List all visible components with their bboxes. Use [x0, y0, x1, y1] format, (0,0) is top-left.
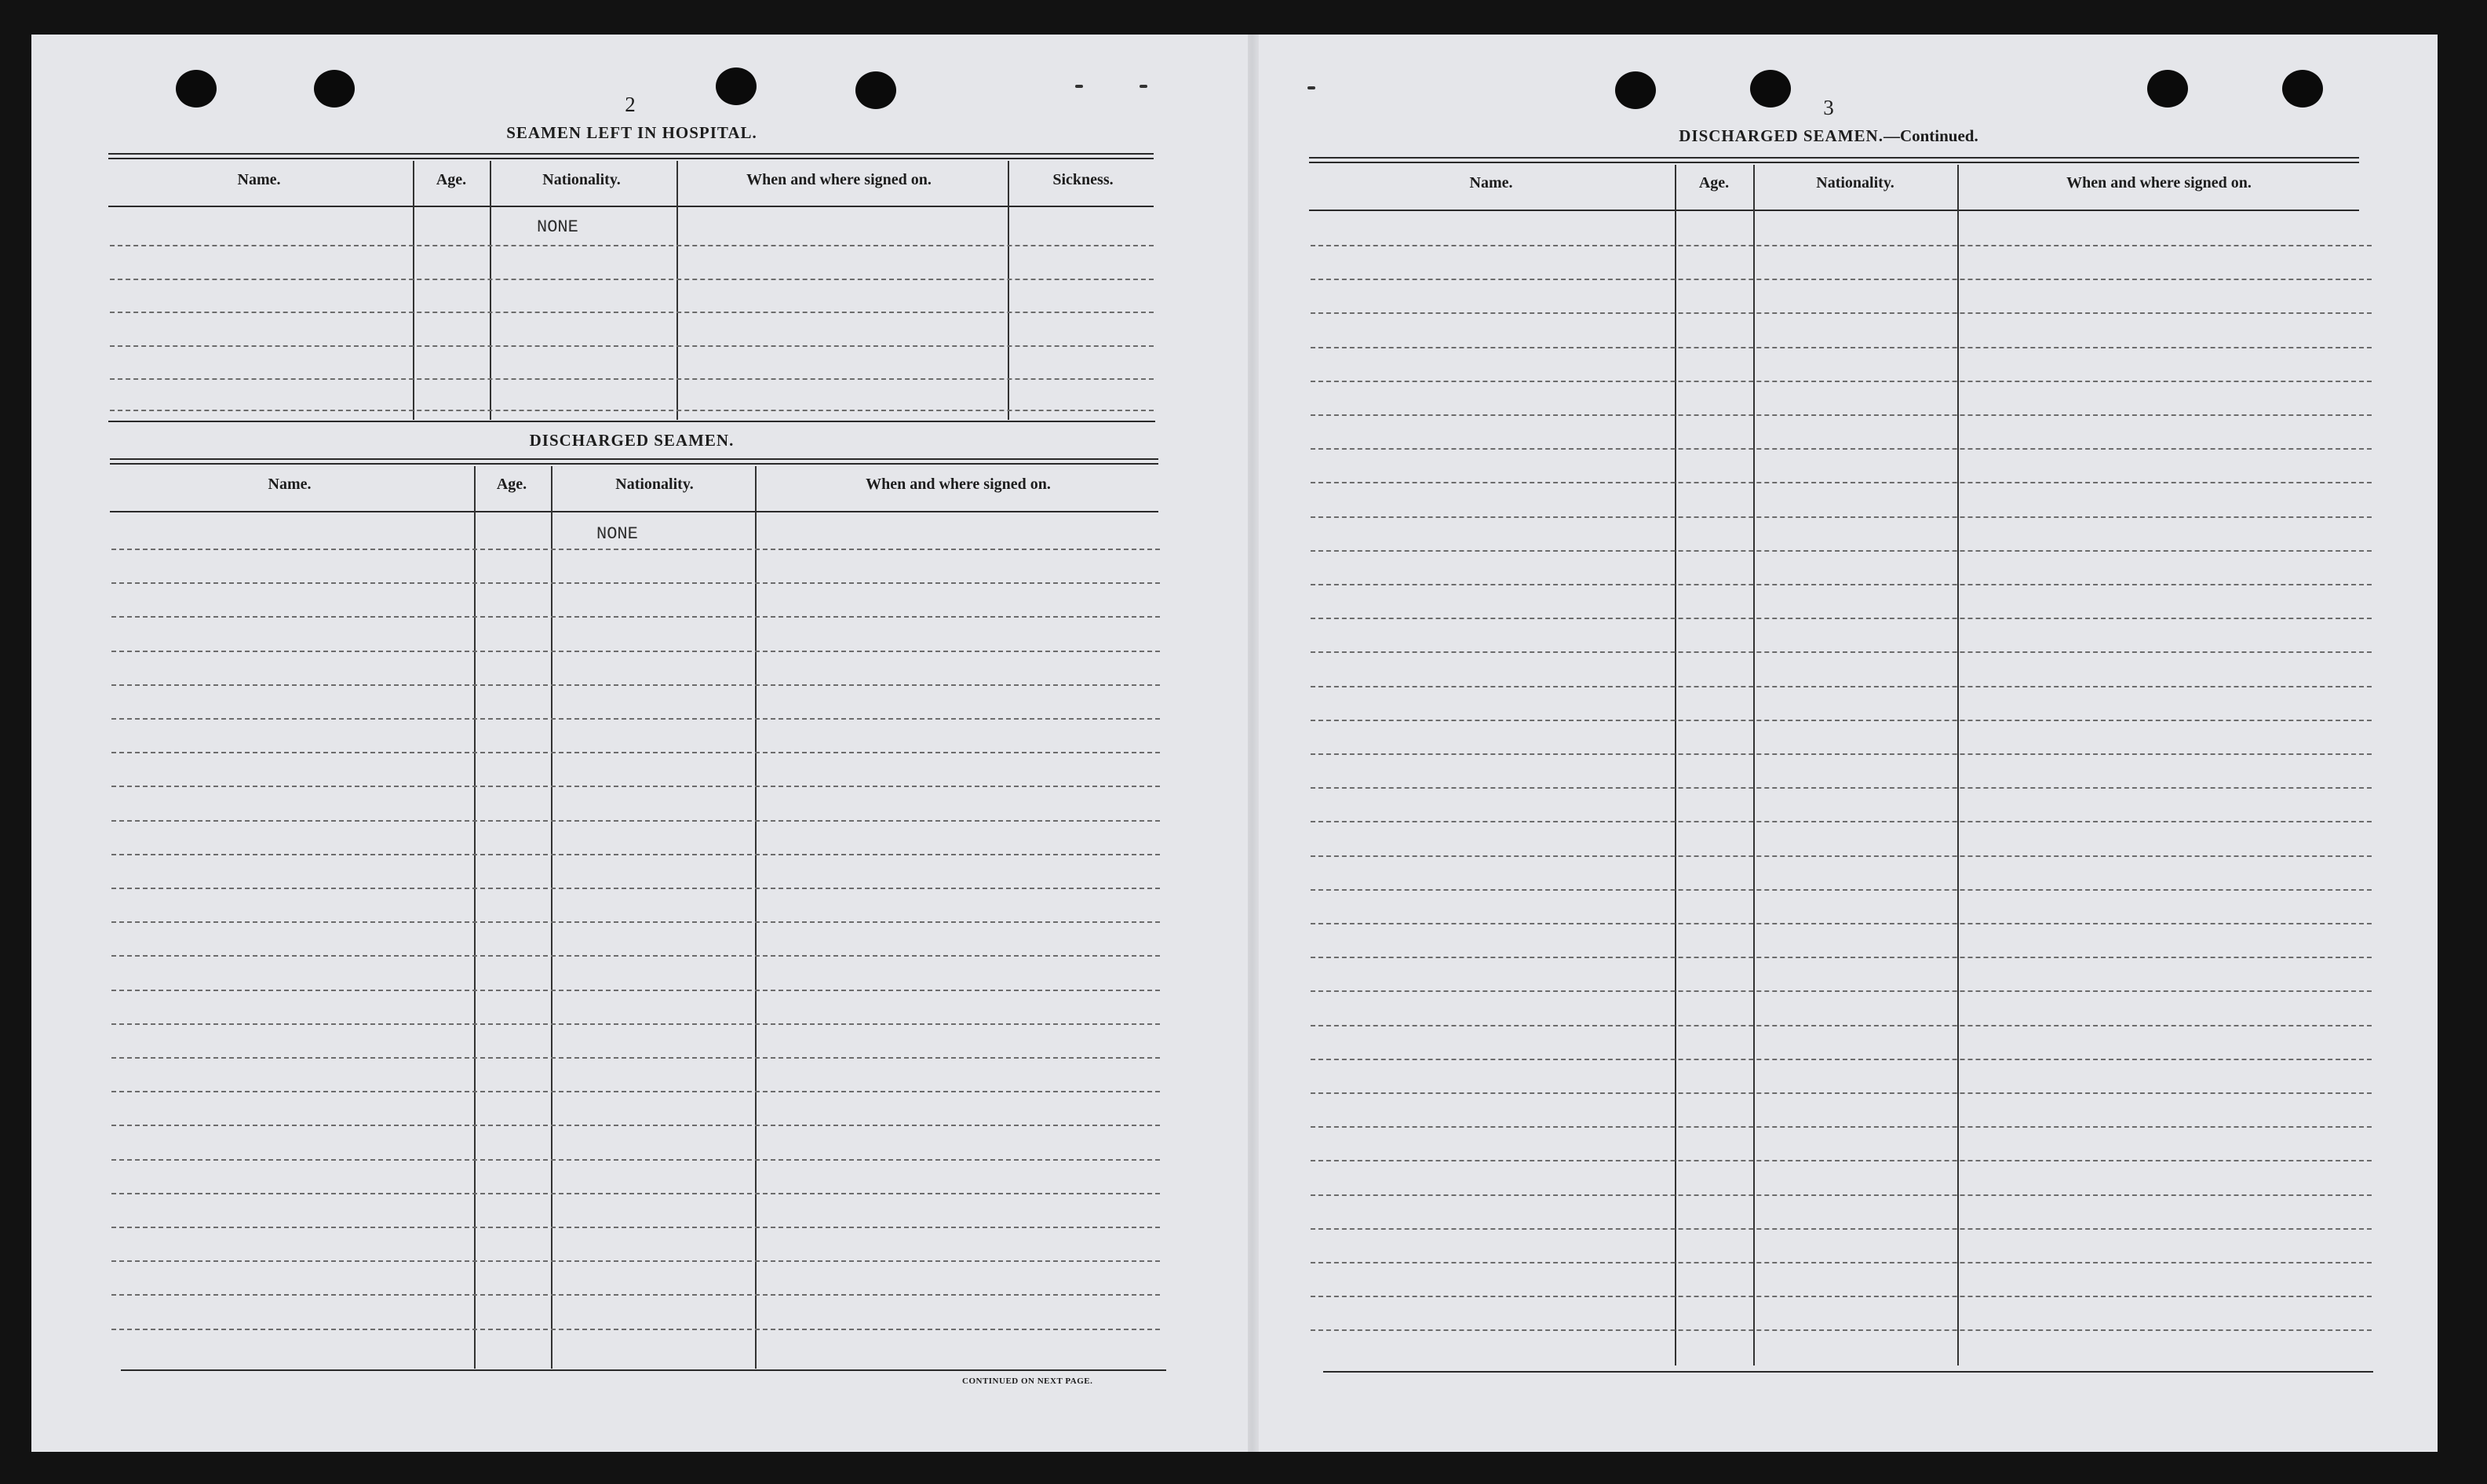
entry-line — [110, 345, 1154, 347]
entry-line — [111, 1260, 1160, 1262]
page-number: 3 — [1823, 96, 1834, 119]
entry-line — [111, 1227, 1160, 1228]
hospital-entry-stamp: NONE — [537, 217, 578, 237]
page-number: 2 — [625, 93, 636, 116]
entry-line — [111, 786, 1160, 787]
entry-line — [111, 1294, 1160, 1296]
column-header-nationality: Nationality. — [615, 476, 694, 493]
header-rule — [110, 511, 1158, 512]
entry-line — [1311, 957, 2372, 958]
entry-line — [1311, 584, 2372, 585]
entry-line — [111, 684, 1160, 686]
entry-line — [1311, 1329, 2372, 1331]
hospital-section-title: SEAMEN LEFT IN HOSPITAL. — [506, 123, 757, 142]
entry-line — [111, 820, 1160, 822]
entry-line — [1311, 618, 2372, 619]
entry-line — [1311, 1262, 2372, 1263]
entry-line — [1311, 1126, 2372, 1128]
punch-hole — [176, 70, 217, 108]
entry-line — [1311, 312, 2372, 314]
entry-line — [111, 616, 1160, 618]
column-header-age: Age. — [1698, 174, 1730, 191]
paper-speck — [1075, 85, 1083, 88]
discharged-continued-title — [1593, 126, 2064, 146]
entry-line — [111, 921, 1160, 923]
table-bottom-rule — [108, 421, 1155, 422]
paper-speck — [1307, 86, 1315, 89]
entry-line — [1311, 923, 2372, 924]
entry-line — [111, 1125, 1160, 1126]
discharged-section-title: DISCHARGED SEAMEN. — [529, 431, 735, 450]
entry-line — [111, 1193, 1160, 1194]
discharged-entry-stamp: NONE — [596, 524, 638, 544]
entry-line — [1311, 1296, 2372, 1297]
entry-line — [111, 990, 1160, 991]
entry-line — [110, 279, 1154, 280]
punch-hole — [716, 67, 757, 105]
table-top-rule — [1309, 157, 2359, 163]
entry-line — [111, 888, 1160, 889]
entry-line — [1311, 720, 2372, 721]
header-rule — [1309, 210, 2359, 211]
column-divider — [755, 466, 757, 1369]
entry-line — [111, 752, 1160, 753]
entry-line — [1311, 1092, 2372, 1094]
right-page — [1256, 35, 2438, 1452]
column-header-nationality: Nationality. — [1816, 174, 1894, 191]
punch-hole — [855, 71, 896, 109]
entry-line — [111, 1091, 1160, 1092]
entry-line — [1311, 347, 2372, 348]
binding-gutter — [1248, 35, 1259, 1452]
table-bottom-rule — [1323, 1371, 2373, 1373]
entry-line — [111, 718, 1160, 720]
entry-line — [1311, 787, 2372, 789]
column-header-name: Name. — [268, 476, 312, 493]
column-divider — [1957, 165, 1959, 1365]
column-header-signed-on: When and where signed on. — [866, 476, 1051, 493]
entry-line — [1311, 821, 2372, 822]
entry-line — [1311, 448, 2372, 450]
continued-suffix: —Continued. — [1883, 126, 1978, 145]
column-header-age: Age. — [496, 476, 527, 493]
entry-line — [111, 549, 1160, 550]
entry-line — [1311, 651, 2372, 653]
entry-line — [1311, 414, 2372, 416]
column-header-sickness: Sickness. — [1052, 171, 1114, 188]
punch-hole — [2282, 70, 2323, 108]
entry-line — [1311, 516, 2372, 518]
punch-hole — [1615, 71, 1656, 109]
entry-line — [111, 854, 1160, 855]
paper-speck — [1140, 85, 1147, 88]
entry-line — [111, 955, 1160, 957]
entry-line — [111, 1159, 1160, 1161]
column-header-nationality: Nationality. — [542, 171, 621, 188]
table-top-rule — [110, 458, 1158, 465]
entry-line — [1311, 1025, 2372, 1026]
entry-line — [1311, 686, 2372, 687]
entry-line — [1311, 1194, 2372, 1196]
entry-line — [110, 312, 1154, 313]
entry-line — [1311, 245, 2372, 246]
column-divider — [474, 466, 476, 1369]
column-divider — [1008, 161, 1009, 420]
column-header-age: Age. — [436, 171, 467, 188]
entry-line — [1311, 279, 2372, 280]
entry-line — [1311, 1059, 2372, 1060]
entry-line — [1311, 753, 2372, 755]
punch-hole — [314, 70, 355, 108]
left-page — [31, 35, 1252, 1452]
entry-line — [1311, 1160, 2372, 1161]
entry-line — [111, 1329, 1160, 1330]
column-divider — [1753, 165, 1755, 1365]
column-divider — [490, 161, 491, 420]
column-header-name: Name. — [237, 171, 281, 188]
entry-line — [1311, 855, 2372, 857]
punch-hole — [1750, 70, 1791, 108]
column-divider — [551, 466, 552, 1369]
entry-line — [111, 582, 1160, 584]
entry-line — [111, 1057, 1160, 1059]
entry-line — [1311, 550, 2372, 552]
entry-line — [110, 245, 1154, 246]
punch-hole — [2147, 70, 2188, 108]
entry-line — [1311, 889, 2372, 891]
column-divider — [1675, 165, 1676, 1365]
column-divider — [676, 161, 678, 420]
entry-line — [110, 410, 1154, 411]
column-header-signed-on: When and where signed on. — [2066, 174, 2252, 191]
entry-line — [111, 651, 1160, 652]
column-header-signed-on: When and where signed on. — [746, 171, 932, 188]
entry-line — [111, 1023, 1160, 1025]
entry-line — [1311, 990, 2372, 992]
entry-line — [1311, 482, 2372, 483]
table-bottom-rule — [121, 1369, 1166, 1371]
table-top-rule — [108, 153, 1154, 159]
continued-note: CONTINUED ON NEXT PAGE. — [962, 1376, 1093, 1386]
discharged-continued-title-main: DISCHARGED SEAMEN. — [1679, 126, 1883, 145]
entry-line — [1311, 1228, 2372, 1230]
entry-line — [110, 378, 1154, 380]
header-rule — [108, 206, 1154, 207]
entry-line — [1311, 381, 2372, 382]
column-divider — [413, 161, 414, 420]
column-header-name: Name. — [1469, 174, 1513, 191]
